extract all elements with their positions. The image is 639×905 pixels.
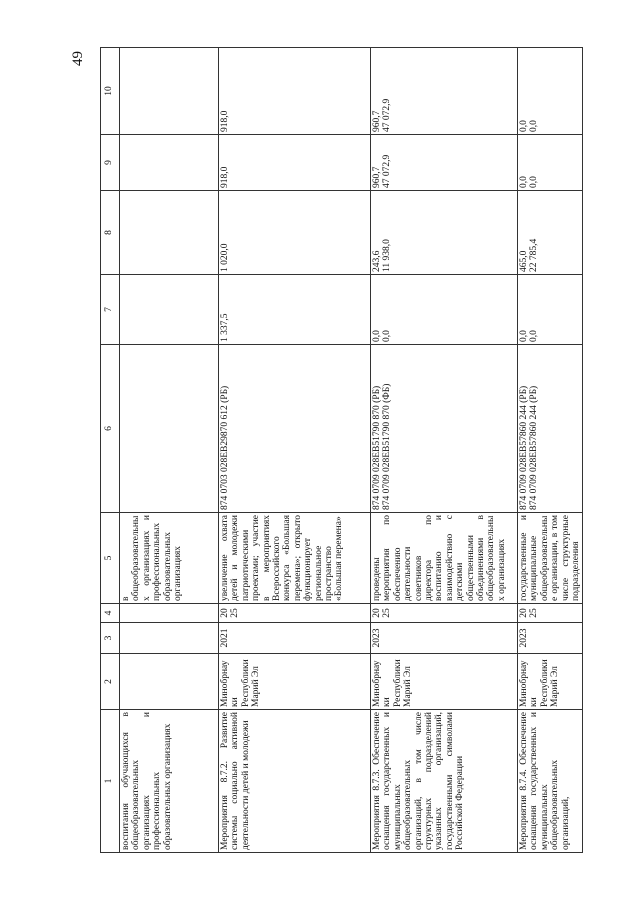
column-header: 4	[101, 604, 120, 623]
value-cell: 1 020,0	[219, 191, 371, 275]
column-header: 2	[101, 654, 120, 710]
value-cell: 243,6 11 938,0	[371, 191, 518, 275]
table-row	[371, 48, 518, 853]
column-header: 10	[101, 48, 120, 135]
end-year-cell: 2025	[371, 604, 518, 623]
value-cell: 0,0 0,0	[518, 48, 583, 135]
header-row	[101, 48, 120, 853]
value-cell: 0,0 0,0	[518, 275, 583, 345]
result-cell: проведены мероприятия по обеспечению деятельности советников директора по воспитанию и взаимодействию с детскими общественными объединениями в общеобразовательных организациях	[371, 513, 518, 604]
result-cell: государственные и муниципальные общеобразовательные организации, в том числе структурные подразделения	[518, 513, 583, 604]
measure-name-cell: Мероприятия 8.7.2. Развитие системы социально активной деятельности детей и молодежи	[219, 710, 371, 853]
value-cell: 0,0 0,0	[518, 135, 583, 191]
value-cell: 960,7 47 072,9	[371, 48, 518, 135]
executor-cell: Минобрнауки Республики Марий Эл	[371, 654, 518, 710]
table-row	[219, 48, 371, 853]
value-cell: 1 337,5	[219, 275, 371, 345]
column-header: 6	[101, 345, 120, 513]
value-cell: 0,0 0,0	[371, 275, 518, 345]
column-header: 7	[101, 275, 120, 345]
value-cell	[120, 48, 219, 135]
budget-code-cell	[120, 345, 219, 513]
executor-cell: Минобрнауки Республики Марий Эл	[219, 654, 371, 710]
value-cell	[120, 275, 219, 345]
value-cell	[120, 191, 219, 275]
value-cell: 960,7 47 072,9	[371, 135, 518, 191]
start-year-cell: 2021	[219, 623, 371, 654]
measure-name-cell: Мероприятия 8.7.4. Обеспечение оснащения государственных и муниципальных общеобразовательных организаций,	[518, 710, 583, 853]
result-cell: увеличение охвата детей и молодежи патриотическими проектами; участие в мероприятиях Всероссийского конкурса «Большая перемена»; открыто функционирует региональное пространство «Большая перемена»	[219, 513, 371, 604]
table-row	[518, 48, 583, 853]
rotated-table-page	[100, 48, 582, 853]
end-year-cell: 2025	[219, 604, 371, 623]
value-cell: 918,0	[219, 48, 371, 135]
value-cell: 918,0	[219, 135, 371, 191]
measure-name-cell: воспитания обучающихся в общеобразовательных организациях и профессиональных образовательных организациях	[120, 710, 219, 853]
budget-code-cell: 874 0703 028EВ29870 612 (РБ)	[219, 345, 371, 513]
column-header: 3	[101, 623, 120, 654]
executor-cell: Минобрнауки Республики Марий Эл	[518, 654, 583, 710]
column-header: 1	[101, 710, 120, 853]
table-row	[120, 48, 219, 853]
start-year-cell: 2023	[371, 623, 518, 654]
end-year-cell: 2025	[518, 604, 583, 623]
budget-code-cell: 874 0709 028EВ57860 244 (РБ) 874 0709 028EВ57860 244 (РБ)	[518, 345, 583, 513]
budget-code-cell: 874 0709 028EВ51790 870 (РБ) 874 0709 028EВ51790 870 (ФБ)	[371, 345, 518, 513]
column-header: 5	[101, 513, 120, 604]
value-cell	[120, 135, 219, 191]
program-measures-table	[100, 47, 583, 853]
column-header: 8	[101, 191, 120, 275]
page-number: 49	[70, 51, 86, 66]
start-year-cell: 2023	[518, 623, 583, 654]
column-header: 9	[101, 135, 120, 191]
start-year-cell	[120, 623, 219, 654]
measure-name-cell: Мероприятия 8.7.3. Обеспечение оснащения государственных и муниципальных общеобразовательных организаций, в том числе структурных подразделений указанных организаций, государственными символами Российской Федерации	[371, 710, 518, 853]
result-cell: в общеобразовательных организациях и профессиональных образовательных организациях	[120, 513, 219, 604]
value-cell: 465,0 22 785,4	[518, 191, 583, 275]
executor-cell	[120, 654, 219, 710]
end-year-cell	[120, 604, 219, 623]
